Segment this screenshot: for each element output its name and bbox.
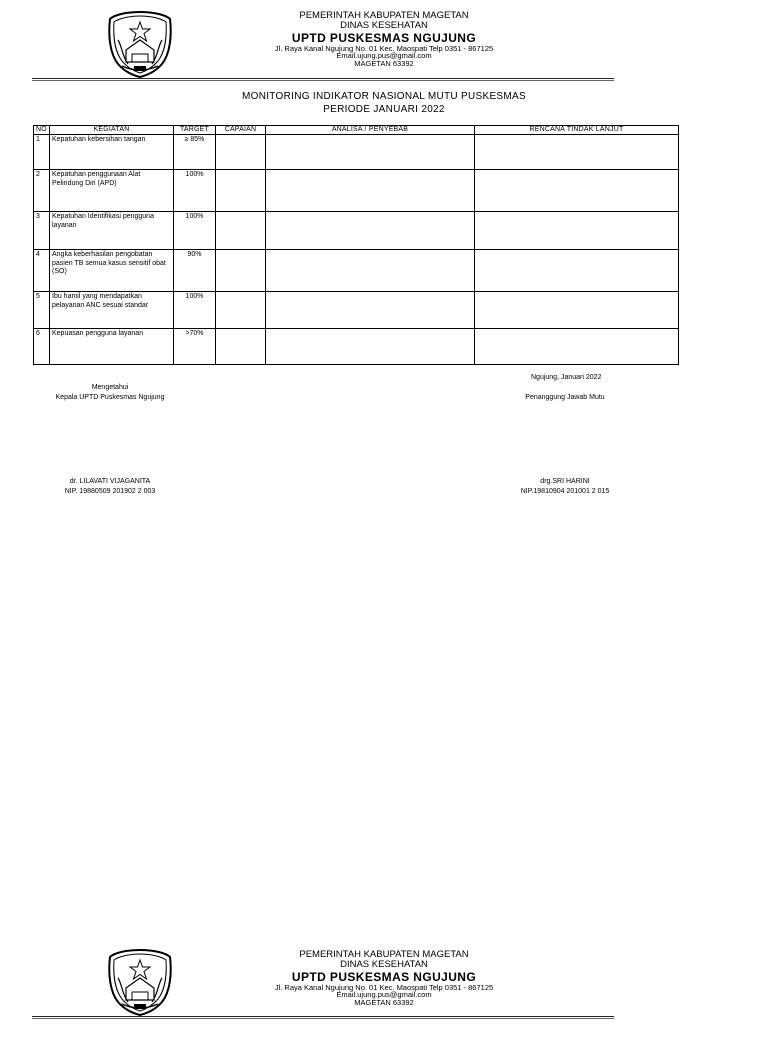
letterhead — [0, 0, 768, 100]
monitoring-table — [33, 125, 679, 365]
header-capaian: CAPAIAN — [216, 126, 266, 135]
row-analisa — [266, 250, 475, 292]
header-analisa: ANALISA / PENYEBAB — [266, 126, 475, 135]
row-capaian — [216, 292, 266, 329]
signature-left-name: dr. LILAVATI VIJAGANITA — [69, 478, 151, 485]
row-kegiatan: Ibu hamil yang mendapatkan pelayanan ANC sesuai standar — [50, 292, 174, 329]
letterhead-institution: UPTD PUSKESMAS NGUJUNG — [291, 969, 477, 984]
letterhead-email: Email.ujung.pus@gmail.com — [336, 990, 432, 1000]
signature-right-header — [505, 393, 625, 403]
row-no: 5 — [34, 292, 50, 329]
title-line-2: PERIODE JANUARI 2022 — [323, 104, 445, 115]
row-capaian — [216, 250, 266, 292]
letterhead-address: Jl. Raya Kanal Ngujung No. 01 Kec. Maospati Telp 0351 - 867125 — [274, 43, 494, 53]
signature-left-header — [40, 383, 180, 403]
row-target: >70% — [174, 329, 216, 365]
signature-right-name: drg.SRI HARINI — [540, 478, 590, 485]
letterhead-divider — [32, 78, 614, 81]
signature-right-nip: NIP.19810904 201001 2 015 — [520, 488, 610, 495]
row-kegiatan: Kepatuhan penggunaan Alat Pelindung Diri (APD) — [50, 170, 174, 212]
row-capaian — [216, 329, 266, 365]
table-row — [34, 170, 679, 212]
row-rencana — [475, 292, 679, 329]
row-target: 90% — [174, 250, 216, 292]
row-no: 3 — [34, 212, 50, 250]
signature-left-role: Kepala UPTD Puskesmas Ngujung — [55, 394, 165, 401]
row-analisa — [266, 212, 475, 250]
row-rencana — [475, 170, 679, 212]
row-rencana — [475, 135, 679, 170]
row-no: 6 — [34, 329, 50, 365]
row-kegiatan: Kepatuhan Identifikasi pengguna layanan — [50, 212, 174, 250]
letterhead-address: Jl. Raya Kanal Ngujung No. 01 Kec. Maospati Telp 0351 - 867125 — [274, 982, 494, 992]
row-target: ≥ 85% — [174, 135, 216, 170]
header-target: TARGET — [174, 126, 216, 135]
place-date: Ngujung, Januari 2022 — [531, 374, 602, 381]
row-kegiatan: Angka keberhasilan pengobatan pasien TB semua kasus sensitif obat (SO) — [50, 250, 174, 292]
signature-right-role: Penanggung Jawab Mutu — [525, 394, 605, 401]
letterhead-page-2 — [0, 940, 768, 1040]
signature-left-footer — [40, 477, 180, 497]
row-capaian — [216, 170, 266, 212]
row-analisa — [266, 329, 475, 365]
row-capaian — [216, 212, 266, 250]
table-row — [34, 292, 679, 329]
header-no: NO — [34, 126, 50, 135]
magetan-emblem-icon — [104, 10, 176, 78]
signature-right-footer — [505, 477, 625, 497]
title-line-1: MONITORING INDIKATOR NASIONAL MUTU PUSKESMAS — [242, 91, 526, 102]
letterhead-department: DINAS KESEHATAN — [340, 958, 428, 970]
letterhead-institution: UPTD PUSKESMAS NGUJUNG — [291, 30, 477, 45]
row-kegiatan: Kepatuhan kebersihan tangan — [50, 135, 174, 170]
row-no: 4 — [34, 250, 50, 292]
signature-left-nip: NIP. 19880509 201902 2 003 — [64, 488, 156, 495]
row-analisa — [266, 135, 475, 170]
table-row — [34, 135, 679, 170]
row-no: 1 — [34, 135, 50, 170]
row-kegiatan: Kepuasan pengguna layanan — [50, 329, 174, 365]
row-target: 100% — [174, 170, 216, 212]
row-analisa — [266, 170, 475, 212]
letterhead-city: MAGETAN 63392 — [354, 59, 414, 69]
row-rencana — [475, 329, 679, 365]
letterhead-email: Email.ujung.pus@gmail.com — [336, 51, 432, 61]
letterhead-department: DINAS KESEHATAN — [340, 19, 428, 31]
letterhead-city: MAGETAN 63392 — [354, 998, 414, 1008]
signature-left-label: Mengetahui — [91, 384, 129, 391]
table-header-row — [34, 126, 679, 135]
magetan-emblem-icon — [104, 948, 176, 1016]
row-rencana — [475, 212, 679, 250]
letterhead-government: PEMERINTAH KABUPATEN MAGETAN — [299, 949, 469, 960]
header-rencana: RENCANA TINDAK LANJUT — [475, 126, 679, 135]
letterhead-government: PEMERINTAH KABUPATEN MAGETAN — [299, 10, 469, 21]
row-target: 100% — [174, 212, 216, 250]
row-no: 2 — [34, 170, 50, 212]
row-analisa — [266, 292, 475, 329]
table-row — [34, 250, 679, 292]
document-title — [0, 90, 768, 116]
table-row — [34, 329, 679, 365]
row-capaian — [216, 135, 266, 170]
table-row — [34, 212, 679, 250]
row-rencana — [475, 250, 679, 292]
header-kegiatan: KEGIATAN — [50, 126, 174, 135]
row-target: 100% — [174, 292, 216, 329]
letterhead-divider — [32, 1016, 614, 1019]
